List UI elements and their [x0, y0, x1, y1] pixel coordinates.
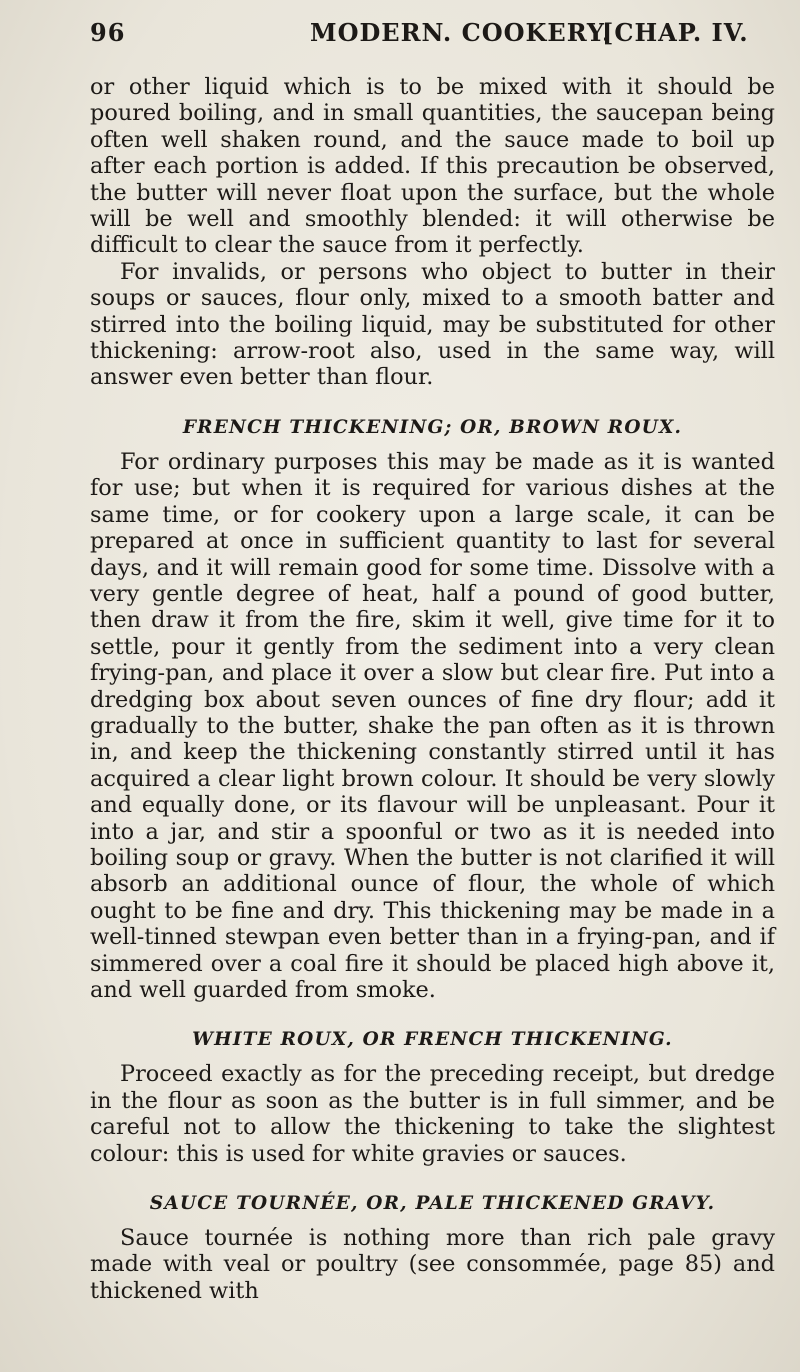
section-heading: FRENCH THICKENING; OR, BROWN ROUX.	[182, 416, 683, 438]
paragraph: Proceed exactly as for the preceding receipt, but dredge in the flour as soon as the butter is in full simmer, and be careful not to allow the thickening to take the slightest colour: this is used for white gravies or sauces.	[90, 1061, 775, 1167]
running-title: MODERN. COOKERY.	[310, 18, 612, 47]
page-number: 96	[90, 18, 126, 47]
page-body	[90, 74, 775, 1304]
section-heading: SAUCE TOURNÉE, OR, PALE THICKENED GRAVY.	[149, 1193, 716, 1215]
paragraph: For ordinary purposes this may be made as it is wanted for use; but when it is required for various dishes at the same time, or for cookery upon a large scale, it can be prepared at once in sufficient quantity to last for several days, and it will remain good for some time. Dissolve with a very gentle degree of heat, half a pound of good butter, then draw it from the fire, skim it well, give time for it to settle, pour it gently from the sediment into a very clean frying-pan, and place it over a slow but clear fire. Put into a dredging box about seven ounces of fine dry flour; add it gradually to the butter, shake the pan often as it is thrown in, and keep the thickening constantly stirred until it has acquired a clear light brown colour. It should be very slowly and equally done, or its flavour will be unpleasant. Pour it into a jar, and stir a spoonful or two as it is needed into boiling soup or gravy. When the butter is not clarified it will absorb an additional ounce of flour, the whole of which ought to be fine and dry. This thickening may be made in a well-tinned stewpan even better than in a frying-pan, and if simmered over a coal fire it should be placed high above it, and well guarded from smoke.	[90, 448, 775, 1003]
paragraph: or other liquid which is to be mixed with it should be poured boiling, and in small quantities, the saucepan being often well shaken round, and the sauce made to boil up after each portion is added. If this precaution be observed, the butter will never float upon the surface, but the whole will be well and smoothly blended: it will otherwise be difficult to clear the sauce from it perfectly.	[90, 74, 775, 259]
paragraph: Sauce tournée is nothing more than rich pale gravy made with veal or poultry (see consommée, page 85) and thickened with	[90, 1225, 775, 1304]
section-heading: WHITE ROUX, OR FRENCH THICKENING.	[192, 1029, 673, 1051]
page-header	[90, 18, 770, 58]
chapter-marker: [CHAP. IV.	[602, 18, 749, 47]
paragraph: For invalids, or persons who object to butter in their soups or sauces, flour only, mixed to a smooth batter and stirred into the boiling liquid, may be substituted for other thickening: arrow-root also, used in the same way, will answer even better than flour.	[90, 258, 775, 391]
